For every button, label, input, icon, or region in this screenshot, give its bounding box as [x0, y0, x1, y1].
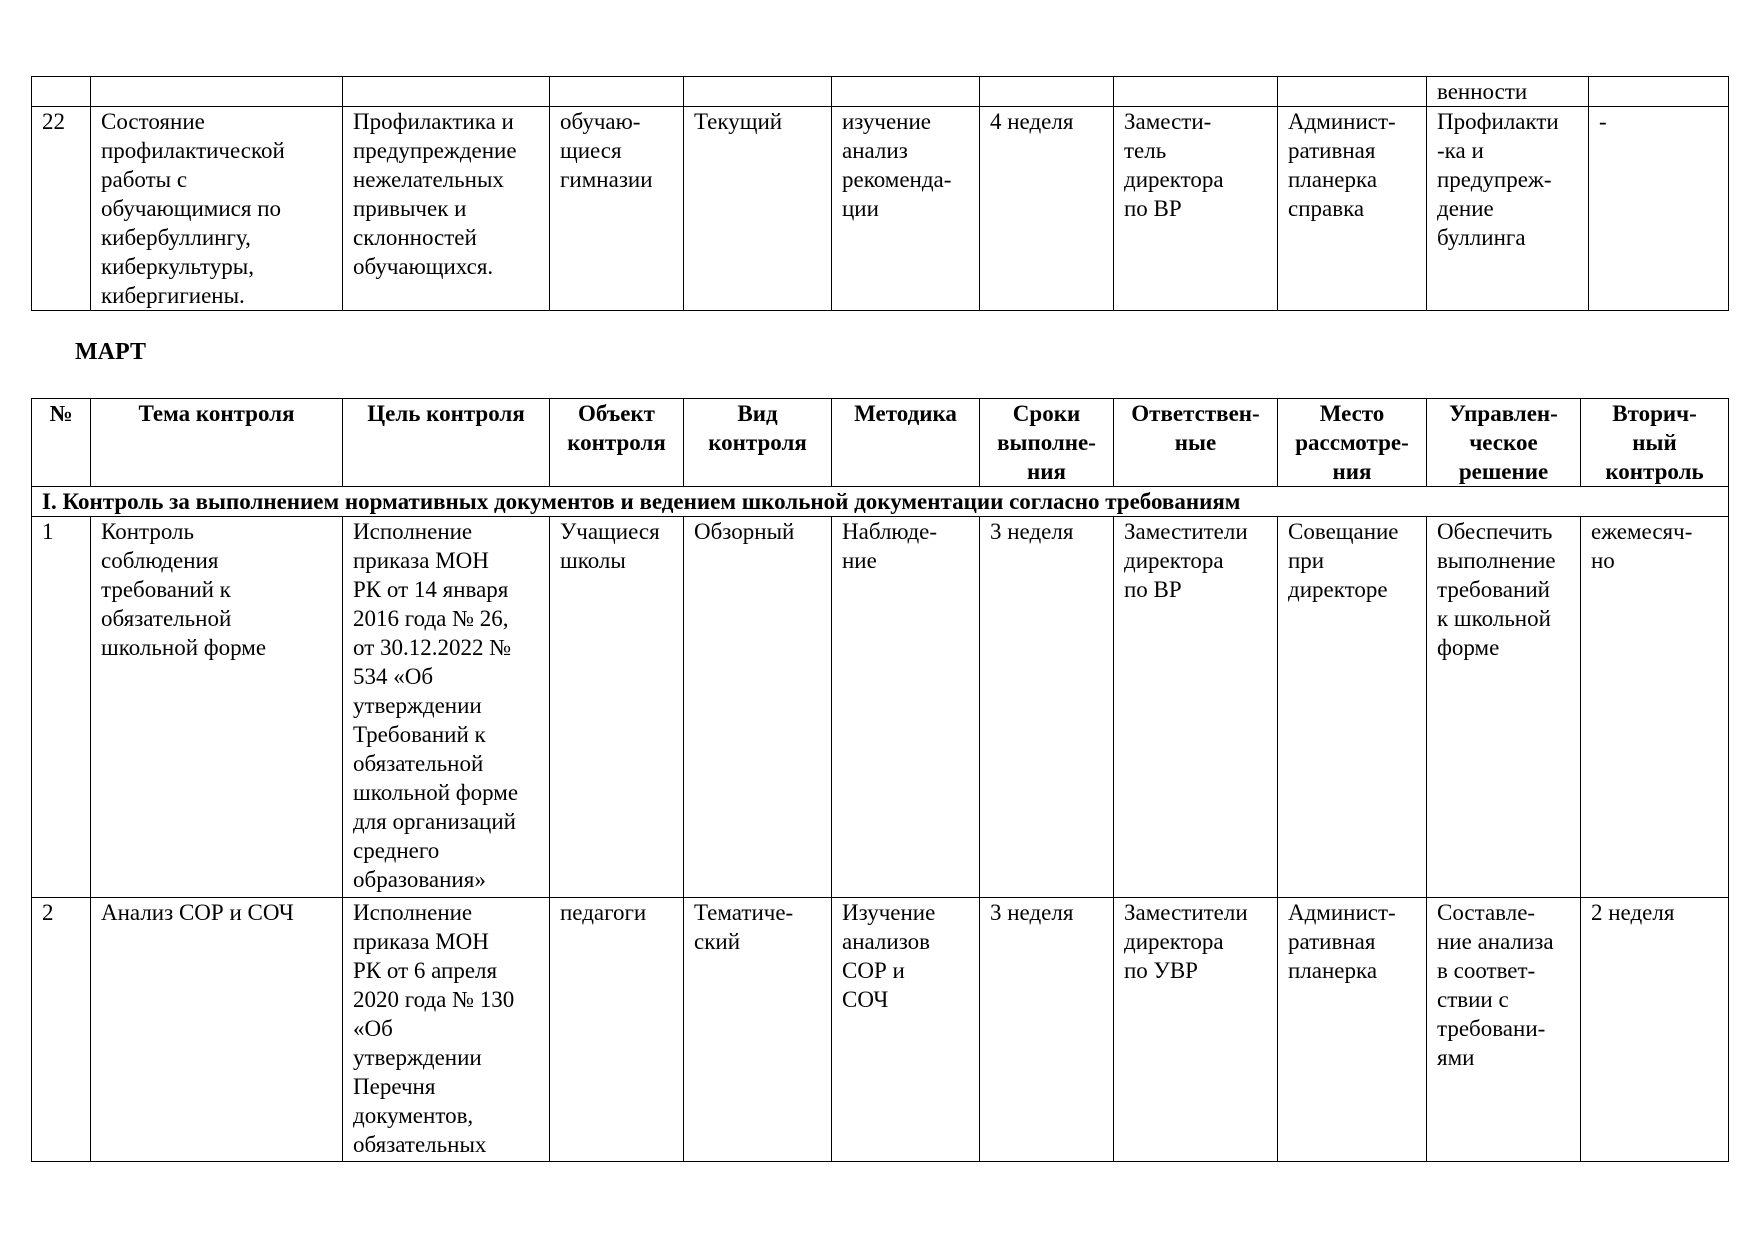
table-cell: [1589, 77, 1729, 107]
table-cell: Составле- ние анализа в соответ- ствии с требовани- ями: [1427, 898, 1581, 1162]
month-title: МАРТ: [75, 339, 146, 365]
header-cell: Объект контроля: [550, 399, 684, 487]
table-row: [32, 898, 1729, 1162]
table-cell: Совещание при директоре: [1278, 517, 1427, 898]
table-cell: 1: [32, 517, 91, 898]
table-row: [32, 107, 1729, 311]
table-cell: [550, 77, 684, 107]
section-row: [32, 487, 1729, 517]
table-cell: [343, 77, 550, 107]
table-cell: Обеспечить выполнение требований к школьной форме: [1427, 517, 1581, 898]
header-cell: Управлен- ческое решение: [1427, 399, 1581, 487]
table-cell: Профилактика и предупреждение нежелательных привычек и склонностей обучающихся.: [343, 107, 550, 311]
table-cell: Состояние профилактической работы с обучающимися по кибербуллингу, киберкультуры, кибергигиены.: [91, 107, 343, 311]
table-cell: [91, 77, 343, 107]
table-cell: Заместители директора по ВР: [1114, 517, 1278, 898]
table-cell: Заместители директора по УВР: [1114, 898, 1278, 1162]
table-cell: обучаю- щиеся гимназии: [550, 107, 684, 311]
control-plan-table: [31, 398, 1729, 1162]
table-cell: ежемесяч- но: [1581, 517, 1729, 898]
table-cell: Наблюде- ние: [832, 517, 980, 898]
table-cell: Админист- ративная планерка: [1278, 898, 1427, 1162]
table-cell: [980, 77, 1114, 107]
header-cell: Место рассмотре- ния: [1278, 399, 1427, 487]
table-cell: [1278, 77, 1427, 107]
table-cell: Админист- ративная планерка справка: [1278, 107, 1427, 311]
table-cell: изучение анализ рекоменда- ции: [832, 107, 980, 311]
continuation-row: [32, 77, 1729, 107]
table-cell: [1114, 77, 1278, 107]
table-cell: венности: [1427, 77, 1589, 107]
header-cell: Вид контроля: [684, 399, 832, 487]
table-cell: 3 неделя: [980, 517, 1114, 898]
table-cell: Контроль соблюдения требований к обязательной школьной форме: [91, 517, 343, 898]
table-cell: Учащиеся школы: [550, 517, 684, 898]
header-row: [32, 399, 1729, 487]
table-cell: 2 неделя: [1581, 898, 1729, 1162]
table-cell: Замести- тель директора по ВР: [1114, 107, 1278, 311]
table-cell: [832, 77, 980, 107]
table-cell: Обзорный: [684, 517, 832, 898]
table-row: [32, 517, 1729, 898]
table-cell: Профилакти -ка и предупреж- дение буллинга: [1427, 107, 1589, 311]
table-cell: Исполнение приказа МОН РК от 6 апреля 2020 года № 130 «Об утверждении Перечня документов, обязательных: [343, 898, 550, 1162]
table-cell: 22: [32, 107, 91, 311]
header-cell: Вторич- ный контроль: [1581, 399, 1729, 487]
header-cell: №: [32, 399, 91, 487]
header-cell: Методика: [832, 399, 980, 487]
section-title: I. Контроль за выполнением нормативных документов и ведением школьной документации согласно требованиям: [32, 487, 1729, 517]
header-cell: Ответствен- ные: [1114, 399, 1278, 487]
table-cell: Исполнение приказа МОН РК от 14 января 2016 года № 26, от 30.12.2022 № 534 «Об утверждении Требований к обязательной школьной форме для организаций среднего образования»: [343, 517, 550, 898]
header-cell: Цель контроля: [343, 399, 550, 487]
header-cell: Тема контроля: [91, 399, 343, 487]
table-cell: 2: [32, 898, 91, 1162]
table-cell: педагоги: [550, 898, 684, 1162]
table-cell: [32, 77, 91, 107]
table-cell: [684, 77, 832, 107]
table-cell: Текущий: [684, 107, 832, 311]
table-cell: Изучение анализов СОР и СОЧ: [832, 898, 980, 1162]
table-cell: 4 неделя: [980, 107, 1114, 311]
header-cell: Сроки выполне- ния: [980, 399, 1114, 487]
table-cell: Анализ СОР и СОЧ: [91, 898, 343, 1162]
table-cell: -: [1589, 107, 1729, 311]
previous-table: [31, 76, 1729, 311]
table-cell: Тематиче- ский: [684, 898, 832, 1162]
table-cell: 3 неделя: [980, 898, 1114, 1162]
